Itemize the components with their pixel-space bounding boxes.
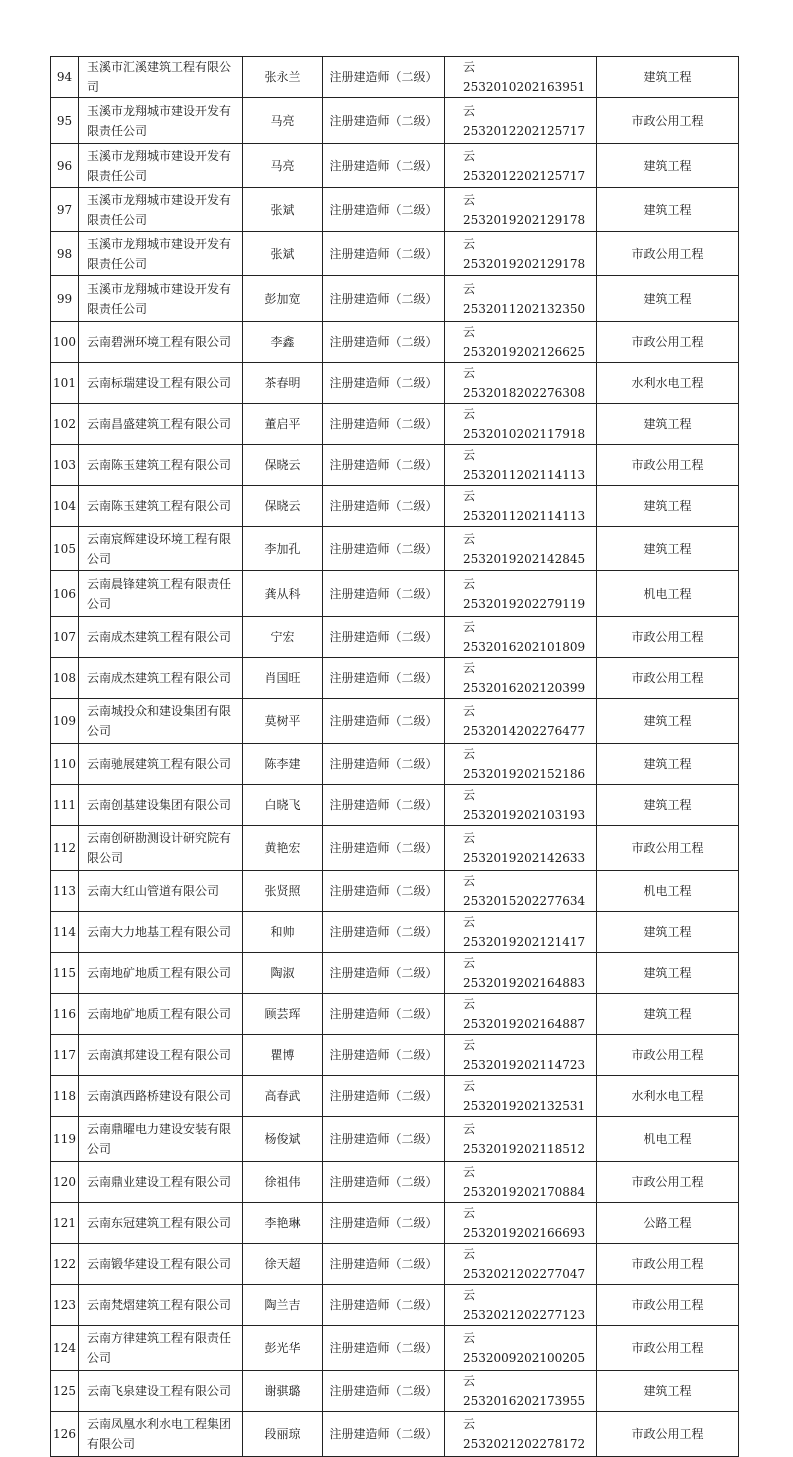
table-row (51, 994, 739, 1035)
company-name-cell: 云南大红山管道有限公司 (79, 871, 243, 912)
certificate-number-cell: 云 2532019202170884 (445, 1162, 597, 1203)
specialty-cell: 建筑工程 (597, 994, 739, 1035)
person-name-cell: 龚从科 (243, 571, 323, 617)
person-name-cell: 黄艳宏 (243, 826, 323, 871)
qualification-cell: 注册建造师（二级） (323, 1326, 445, 1371)
table-row (51, 1203, 739, 1244)
qualification-cell: 注册建造师（二级） (323, 785, 445, 826)
row-number-cell: 101 (51, 363, 79, 404)
certificate-number-cell: 云 2532010202163951 (445, 57, 597, 98)
company-name-cell: 云南方律建筑工程有限责任公司 (79, 1326, 243, 1371)
row-number-cell: 114 (51, 912, 79, 953)
row-number-cell: 121 (51, 1203, 79, 1244)
certificate-number-cell: 云 2532019202132531 (445, 1076, 597, 1117)
specialty-cell: 市政公用工程 (597, 1244, 739, 1285)
qualification-cell: 注册建造师（二级） (323, 445, 445, 486)
row-number-cell: 122 (51, 1244, 79, 1285)
company-name-cell: 云南凤凰水利水电工程集团有限公司 (79, 1412, 243, 1457)
qualification-cell: 注册建造师（二级） (323, 1203, 445, 1244)
person-name-cell: 马亮 (243, 98, 323, 144)
row-number-cell: 102 (51, 404, 79, 445)
table-row (51, 658, 739, 699)
certificate-number-cell: 云 2532019202142845 (445, 527, 597, 571)
company-name-cell: 云南地矿地质工程有限公司 (79, 953, 243, 994)
company-name-cell: 云南驰展建筑工程有限公司 (79, 744, 243, 785)
person-name-cell: 莫树平 (243, 699, 323, 744)
company-name-cell: 玉溪市龙翔城市建设开发有限责任公司 (79, 232, 243, 276)
qualification-cell: 注册建造师（二级） (323, 1117, 445, 1162)
qualification-cell: 注册建造师（二级） (323, 1162, 445, 1203)
certificate-number-cell: 云 2532021202277047 (445, 1244, 597, 1285)
person-name-cell: 徐祖伟 (243, 1162, 323, 1203)
qualification-cell: 注册建造师（二级） (323, 232, 445, 276)
person-name-cell: 张贤照 (243, 871, 323, 912)
row-number-cell: 120 (51, 1162, 79, 1203)
person-name-cell: 杨俊斌 (243, 1117, 323, 1162)
table-row (51, 699, 739, 744)
specialty-cell: 机电工程 (597, 571, 739, 617)
specialty-cell: 市政公用工程 (597, 445, 739, 486)
company-name-cell: 云南梵熠建筑工程有限公司 (79, 1285, 243, 1326)
qualification-cell: 注册建造师（二级） (323, 699, 445, 744)
company-name-cell: 云南城投众和建设集团有限公司 (79, 699, 243, 744)
table-row (51, 1117, 739, 1162)
specialty-cell: 建筑工程 (597, 188, 739, 232)
person-name-cell: 瞿博 (243, 1035, 323, 1076)
person-name-cell: 陈李建 (243, 744, 323, 785)
table-row (51, 953, 739, 994)
qualification-cell: 注册建造师（二级） (323, 188, 445, 232)
qualification-cell: 注册建造师（二级） (323, 994, 445, 1035)
person-name-cell: 张斌 (243, 188, 323, 232)
company-name-cell: 玉溪市汇溪建筑工程有限公司 (79, 57, 243, 98)
qualification-cell: 注册建造师（二级） (323, 912, 445, 953)
qualification-cell: 注册建造师（二级） (323, 486, 445, 527)
qualification-cell: 注册建造师（二级） (323, 744, 445, 785)
table-row (51, 785, 739, 826)
table-row (51, 322, 739, 363)
specialty-cell: 公路工程 (597, 1203, 739, 1244)
table-row (51, 617, 739, 658)
company-name-cell: 云南滇邦建设工程有限公司 (79, 1035, 243, 1076)
certificate-number-cell: 云 2532011202114113 (445, 445, 597, 486)
specialty-cell: 市政公用工程 (597, 98, 739, 144)
person-name-cell: 彭加宽 (243, 276, 323, 322)
certificate-number-cell: 云 2532019202152186 (445, 744, 597, 785)
person-name-cell: 段丽琼 (243, 1412, 323, 1457)
specialty-cell: 市政公用工程 (597, 232, 739, 276)
specialty-cell: 建筑工程 (597, 57, 739, 98)
row-number-cell: 99 (51, 276, 79, 322)
person-name-cell: 董启平 (243, 404, 323, 445)
company-name-cell: 玉溪市龙翔城市建设开发有限责任公司 (79, 98, 243, 144)
specialty-cell: 水利水电工程 (597, 1076, 739, 1117)
certificate-number-cell: 云 2532018202276308 (445, 363, 597, 404)
row-number-cell: 119 (51, 1117, 79, 1162)
row-number-cell: 97 (51, 188, 79, 232)
row-number-cell: 112 (51, 826, 79, 871)
certificate-number-cell: 云 2532011202132350 (445, 276, 597, 322)
specialty-cell: 建筑工程 (597, 912, 739, 953)
qualification-cell: 注册建造师（二级） (323, 1076, 445, 1117)
certificate-number-cell: 云 2532019202126625 (445, 322, 597, 363)
certificate-number-cell: 云 2532019202129178 (445, 232, 597, 276)
specialty-cell: 市政公用工程 (597, 826, 739, 871)
certificate-number-cell: 云 2532019202118512 (445, 1117, 597, 1162)
specialty-cell: 市政公用工程 (597, 322, 739, 363)
table-row (51, 1162, 739, 1203)
specialty-cell: 建筑工程 (597, 953, 739, 994)
company-name-cell: 云南创基建设集团有限公司 (79, 785, 243, 826)
company-name-cell: 云南碧洲环境工程有限公司 (79, 322, 243, 363)
person-name-cell: 高春武 (243, 1076, 323, 1117)
qualification-cell: 注册建造师（二级） (323, 1285, 445, 1326)
table-body (51, 57, 739, 1457)
qualification-cell: 注册建造师（二级） (323, 322, 445, 363)
company-name-cell: 云南陈玉建筑工程有限公司 (79, 486, 243, 527)
company-name-cell: 云南创研勘测设计研究院有限公司 (79, 826, 243, 871)
row-number-cell: 111 (51, 785, 79, 826)
company-name-cell: 云南鼎曜电力建设安装有限公司 (79, 1117, 243, 1162)
company-name-cell: 云南宸辉建设环境工程有限公司 (79, 527, 243, 571)
certificate-number-cell: 云 2532016202173955 (445, 1371, 597, 1412)
table-row (51, 527, 739, 571)
specialty-cell: 建筑工程 (597, 486, 739, 527)
certificate-number-cell: 云 2532016202120399 (445, 658, 597, 699)
person-name-cell: 宁宏 (243, 617, 323, 658)
specialty-cell: 机电工程 (597, 1117, 739, 1162)
row-number-cell: 104 (51, 486, 79, 527)
specialty-cell: 市政公用工程 (597, 658, 739, 699)
specialty-cell: 建筑工程 (597, 785, 739, 826)
certificate-number-cell: 云 2532019202164887 (445, 994, 597, 1035)
specialty-cell: 建筑工程 (597, 404, 739, 445)
qualification-cell: 注册建造师（二级） (323, 1371, 445, 1412)
row-number-cell: 98 (51, 232, 79, 276)
person-name-cell: 陶淑 (243, 953, 323, 994)
row-number-cell: 95 (51, 98, 79, 144)
row-number-cell: 118 (51, 1076, 79, 1117)
company-name-cell: 云南成杰建筑工程有限公司 (79, 617, 243, 658)
row-number-cell: 105 (51, 527, 79, 571)
certificate-number-cell: 云 2532015202277634 (445, 871, 597, 912)
company-name-cell: 云南陈玉建筑工程有限公司 (79, 445, 243, 486)
specialty-cell: 建筑工程 (597, 144, 739, 188)
specialty-cell: 市政公用工程 (597, 617, 739, 658)
registration-table (50, 56, 739, 1457)
table-row (51, 276, 739, 322)
company-name-cell: 云南大力地基工程有限公司 (79, 912, 243, 953)
row-number-cell: 116 (51, 994, 79, 1035)
table-row (51, 188, 739, 232)
certificate-number-cell: 云 2532019202114723 (445, 1035, 597, 1076)
table-row (51, 98, 739, 144)
company-name-cell: 云南晨锋建筑工程有限责任公司 (79, 571, 243, 617)
person-name-cell: 徐天超 (243, 1244, 323, 1285)
table-row (51, 826, 739, 871)
qualification-cell: 注册建造师（二级） (323, 617, 445, 658)
company-name-cell: 云南鼎业建设工程有限公司 (79, 1162, 243, 1203)
row-number-cell: 125 (51, 1371, 79, 1412)
qualification-cell: 注册建造师（二级） (323, 953, 445, 994)
certificate-number-cell: 云 2532011202114113 (445, 486, 597, 527)
person-name-cell: 李艳琳 (243, 1203, 323, 1244)
person-name-cell: 肖国旺 (243, 658, 323, 699)
row-number-cell: 103 (51, 445, 79, 486)
row-number-cell: 109 (51, 699, 79, 744)
qualification-cell: 注册建造师（二级） (323, 144, 445, 188)
person-name-cell: 和帅 (243, 912, 323, 953)
specialty-cell: 建筑工程 (597, 276, 739, 322)
table-row (51, 1285, 739, 1326)
person-name-cell: 张永兰 (243, 57, 323, 98)
qualification-cell: 注册建造师（二级） (323, 1412, 445, 1457)
table-row (51, 744, 739, 785)
table-row (51, 445, 739, 486)
table-row (51, 1244, 739, 1285)
person-name-cell: 顾芸珲 (243, 994, 323, 1035)
row-number-cell: 96 (51, 144, 79, 188)
person-name-cell: 陶兰吉 (243, 1285, 323, 1326)
table-row (51, 486, 739, 527)
certificate-number-cell: 云 2532016202101809 (445, 617, 597, 658)
qualification-cell: 注册建造师（二级） (323, 571, 445, 617)
row-number-cell: 106 (51, 571, 79, 617)
qualification-cell: 注册建造师（二级） (323, 98, 445, 144)
qualification-cell: 注册建造师（二级） (323, 658, 445, 699)
company-name-cell: 云南成杰建筑工程有限公司 (79, 658, 243, 699)
specialty-cell: 机电工程 (597, 871, 739, 912)
row-number-cell: 113 (51, 871, 79, 912)
company-name-cell: 云南锻华建设工程有限公司 (79, 1244, 243, 1285)
certificate-number-cell: 云 2532019202121417 (445, 912, 597, 953)
company-name-cell: 云南标瑞建设工程有限公司 (79, 363, 243, 404)
specialty-cell: 建筑工程 (597, 744, 739, 785)
qualification-cell: 注册建造师（二级） (323, 527, 445, 571)
company-name-cell: 云南飞泉建设工程有限公司 (79, 1371, 243, 1412)
person-name-cell: 茶春明 (243, 363, 323, 404)
specialty-cell: 水利水电工程 (597, 363, 739, 404)
row-number-cell: 126 (51, 1412, 79, 1457)
row-number-cell: 117 (51, 1035, 79, 1076)
table-row (51, 363, 739, 404)
company-name-cell: 玉溪市龙翔城市建设开发有限责任公司 (79, 144, 243, 188)
row-number-cell: 123 (51, 1285, 79, 1326)
row-number-cell: 94 (51, 57, 79, 98)
specialty-cell: 市政公用工程 (597, 1285, 739, 1326)
certificate-number-cell: 云 2532010202117918 (445, 404, 597, 445)
table-row (51, 232, 739, 276)
qualification-cell: 注册建造师（二级） (323, 57, 445, 98)
certificate-number-cell: 云 2532019202279119 (445, 571, 597, 617)
person-name-cell: 彭光华 (243, 1326, 323, 1371)
person-name-cell: 张斌 (243, 232, 323, 276)
specialty-cell: 市政公用工程 (597, 1326, 739, 1371)
certificate-number-cell: 云 2532012202125717 (445, 144, 597, 188)
qualification-cell: 注册建造师（二级） (323, 363, 445, 404)
specialty-cell: 建筑工程 (597, 1371, 739, 1412)
person-name-cell: 李加孔 (243, 527, 323, 571)
person-name-cell: 保晓云 (243, 486, 323, 527)
qualification-cell: 注册建造师（二级） (323, 404, 445, 445)
company-name-cell: 云南昌盛建筑工程有限公司 (79, 404, 243, 445)
table-row (51, 1076, 739, 1117)
row-number-cell: 108 (51, 658, 79, 699)
specialty-cell: 市政公用工程 (597, 1035, 739, 1076)
qualification-cell: 注册建造师（二级） (323, 1244, 445, 1285)
certificate-number-cell: 云 2532019202129178 (445, 188, 597, 232)
table-row (51, 912, 739, 953)
certificate-number-cell: 云 2532012202125717 (445, 98, 597, 144)
qualification-cell: 注册建造师（二级） (323, 826, 445, 871)
table-row (51, 571, 739, 617)
certificate-number-cell: 云 2532021202278172 (445, 1412, 597, 1457)
company-name-cell: 云南滇西路桥建设有限公司 (79, 1076, 243, 1117)
certificate-number-cell: 云 2532019202103193 (445, 785, 597, 826)
row-number-cell: 110 (51, 744, 79, 785)
specialty-cell: 建筑工程 (597, 699, 739, 744)
table-row (51, 404, 739, 445)
row-number-cell: 100 (51, 322, 79, 363)
qualification-cell: 注册建造师（二级） (323, 871, 445, 912)
row-number-cell: 107 (51, 617, 79, 658)
company-name-cell: 云南东冠建筑工程有限公司 (79, 1203, 243, 1244)
table-row (51, 57, 739, 98)
person-name-cell: 谢骐璐 (243, 1371, 323, 1412)
company-name-cell: 玉溪市龙翔城市建设开发有限责任公司 (79, 188, 243, 232)
table-row (51, 1371, 739, 1412)
certificate-number-cell: 云 2532019202166693 (445, 1203, 597, 1244)
company-name-cell: 玉溪市龙翔城市建设开发有限责任公司 (79, 276, 243, 322)
specialty-cell: 市政公用工程 (597, 1412, 739, 1457)
person-name-cell: 白晓飞 (243, 785, 323, 826)
person-name-cell: 马亮 (243, 144, 323, 188)
person-name-cell: 李鑫 (243, 322, 323, 363)
table-row (51, 1326, 739, 1371)
certificate-number-cell: 云 2532019202142633 (445, 826, 597, 871)
table-row (51, 144, 739, 188)
company-name-cell: 云南地矿地质工程有限公司 (79, 994, 243, 1035)
certificate-number-cell: 云 2532014202276477 (445, 699, 597, 744)
row-number-cell: 115 (51, 953, 79, 994)
specialty-cell: 建筑工程 (597, 527, 739, 571)
qualification-cell: 注册建造师（二级） (323, 1035, 445, 1076)
table-row (51, 1035, 739, 1076)
qualification-cell: 注册建造师（二级） (323, 276, 445, 322)
person-name-cell: 保晓云 (243, 445, 323, 486)
row-number-cell: 124 (51, 1326, 79, 1371)
certificate-number-cell: 云 2532009202100205 (445, 1326, 597, 1371)
table-row (51, 871, 739, 912)
certificate-number-cell: 云 2532021202277123 (445, 1285, 597, 1326)
specialty-cell: 市政公用工程 (597, 1162, 739, 1203)
table-row (51, 1412, 739, 1457)
certificate-number-cell: 云 2532019202164883 (445, 953, 597, 994)
